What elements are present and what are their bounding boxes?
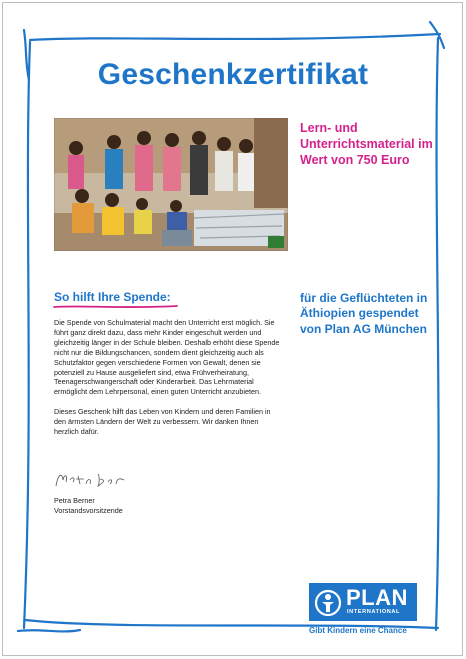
body-paragraph-1: Die Spende von Schulmaterial macht den Unterricht erst möglich. Sie führt ganz direkt dazu, dass mehr Kinder eingeschult werden und gleichzeitig länger in der Schule bleiben. Deshalb erhöht diese Spende nicht nur die Bildungschancen, sondern dient gleichzeitig auch als Schutzfaktor gegen verschiedene Formen von Gewalt, denen sie potenziell zu Hause ausgeliefert sind, etwa Frühverheiratung, Teenagerschwangerschaft oder Kinderarbeit. Das Lehrmaterial ermöglicht dem Lehrpersonal, einen guten Unterricht anzubieten. xyxy=(54,318,280,397)
logo-tagline: Gibt Kindern eine Chance xyxy=(309,626,407,635)
certificate-title: Geschenkzertifikat xyxy=(97,58,369,91)
body-paragraph-2: Dieses Geschenk hilft das Leben von Kindern und deren Familien in den ärmsten Ländern der Welt zu verbessern. Wir danken Ihnen herzlich dafür. xyxy=(54,407,271,436)
plan-person-icon xyxy=(314,589,342,617)
children-photo xyxy=(54,118,288,251)
gift-description: Lern- und Unterrichtsmaterial im Wert von 750 Euro xyxy=(300,121,433,167)
plan-logo xyxy=(309,583,417,621)
handwritten-signature xyxy=(54,470,126,490)
signer-name: Petra Berner xyxy=(54,496,95,505)
heading-underline xyxy=(53,303,179,311)
beneficiary-text: für die Geflüchteten in Äthiopien gespendet von Plan AG München xyxy=(300,291,428,336)
section-heading: So hilft Ihre Spende: xyxy=(54,290,171,304)
body-text xyxy=(54,318,280,447)
logo-word: PLAN xyxy=(346,585,408,610)
signer-block xyxy=(54,496,214,516)
signer-role: Vorstandsvorsitzende xyxy=(54,506,123,515)
logo-subword: INTERNATIONAL xyxy=(347,609,401,615)
